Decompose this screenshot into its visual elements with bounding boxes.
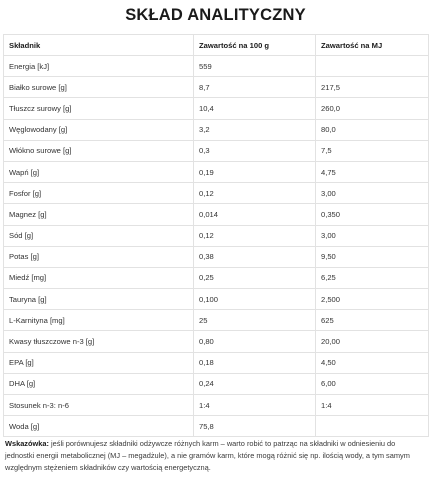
cell-per-mj: 260,0 xyxy=(316,98,429,119)
cell-per-mj: 2,500 xyxy=(316,289,429,310)
table-row xyxy=(4,119,429,140)
cell-per-100g: 1:4 xyxy=(194,395,316,416)
table-row xyxy=(4,183,429,204)
cell-per-mj: 0,350 xyxy=(316,204,429,225)
hint-text: jeśli porównujesz składniki odżywcze różnych karm – warto robić to patrząc na składniki w odniesieniu do jednostki energii metabolicznej (MJ – megadżule), a nie gramów karm, które mogą różnić się np. ilością wody, a tym samym względnym stężeniem składników czy wartością energetyczną. xyxy=(5,439,410,472)
cell-per-100g: 0,3 xyxy=(194,140,316,161)
cell-ingredient: Białko surowe [g] xyxy=(4,77,194,98)
table-row xyxy=(4,373,429,394)
table-header-row xyxy=(4,35,429,56)
cell-ingredient: Woda [g] xyxy=(4,416,194,437)
cell-ingredient: Fosfor [g] xyxy=(4,183,194,204)
table-row xyxy=(4,77,429,98)
cell-per-100g: 3,2 xyxy=(194,119,316,140)
hint-note xyxy=(5,438,425,474)
cell-per-100g: 10,4 xyxy=(194,98,316,119)
cell-per-100g: 8,7 xyxy=(194,77,316,98)
cell-per-100g: 559 xyxy=(194,56,316,77)
cell-per-100g: 0,100 xyxy=(194,289,316,310)
cell-per-100g: 0,12 xyxy=(194,225,316,246)
cell-per-mj: 3,00 xyxy=(316,183,429,204)
column-header-ingredient: Składnik xyxy=(4,35,194,56)
cell-ingredient: Kwasy tłuszczowe n-3 [g] xyxy=(4,331,194,352)
cell-ingredient: Wapń [g] xyxy=(4,161,194,182)
table-row xyxy=(4,98,429,119)
cell-ingredient: Miedź [mg] xyxy=(4,267,194,288)
cell-ingredient: Potas [g] xyxy=(4,246,194,267)
cell-ingredient: EPA [g] xyxy=(4,352,194,373)
cell-per-100g: 25 xyxy=(194,310,316,331)
cell-per-mj: 217,5 xyxy=(316,77,429,98)
cell-per-100g: 75,8 xyxy=(194,416,316,437)
column-header-per-100g: Zawartość na 100 g xyxy=(194,35,316,56)
table-row xyxy=(4,352,429,373)
cell-per-100g: 0,25 xyxy=(194,267,316,288)
table-row xyxy=(4,225,429,246)
column-header-per-mj: Zawartość na MJ xyxy=(316,35,429,56)
cell-per-mj: 625 xyxy=(316,310,429,331)
cell-ingredient: Stosunek n-3: n-6 xyxy=(4,395,194,416)
table-row xyxy=(4,161,429,182)
cell-per-100g: 0,80 xyxy=(194,331,316,352)
table-row xyxy=(4,246,429,267)
cell-per-mj: 1:4 xyxy=(316,395,429,416)
cell-per-mj: 6,00 xyxy=(316,373,429,394)
page-title: SKŁAD ANALITYCZNY xyxy=(125,6,306,24)
cell-per-mj: 6,25 xyxy=(316,267,429,288)
table-row xyxy=(4,331,429,352)
cell-per-mj xyxy=(316,56,429,77)
table-row xyxy=(4,267,429,288)
hint-label: Wskazówka: xyxy=(5,439,49,448)
table-row xyxy=(4,56,429,77)
cell-per-mj: 4,50 xyxy=(316,352,429,373)
cell-per-mj: 7,5 xyxy=(316,140,429,161)
cell-per-mj xyxy=(316,416,429,437)
cell-ingredient: L-Karnityna [mg] xyxy=(4,310,194,331)
cell-per-mj: 80,0 xyxy=(316,119,429,140)
cell-per-100g: 0,18 xyxy=(194,352,316,373)
cell-ingredient: Włókno surowe [g] xyxy=(4,140,194,161)
table-row xyxy=(4,416,429,437)
table-row xyxy=(4,289,429,310)
cell-per-100g: 0,014 xyxy=(194,204,316,225)
cell-ingredient: Sód [g] xyxy=(4,225,194,246)
cell-ingredient: Magnez [g] xyxy=(4,204,194,225)
cell-per-100g: 0,19 xyxy=(194,161,316,182)
table-row xyxy=(4,310,429,331)
cell-per-mj: 20,00 xyxy=(316,331,429,352)
cell-ingredient: Węglowodany [g] xyxy=(4,119,194,140)
cell-ingredient: Tauryna [g] xyxy=(4,289,194,310)
table-row xyxy=(4,140,429,161)
nutrition-table xyxy=(3,34,429,437)
cell-ingredient: Energia [kJ] xyxy=(4,56,194,77)
table-row xyxy=(4,395,429,416)
cell-ingredient: DHA [g] xyxy=(4,373,194,394)
cell-per-mj: 9,50 xyxy=(316,246,429,267)
cell-ingredient: Tłuszcz surowy [g] xyxy=(4,98,194,119)
table-row xyxy=(4,204,429,225)
cell-per-mj: 3,00 xyxy=(316,225,429,246)
cell-per-mj: 4,75 xyxy=(316,161,429,182)
cell-per-100g: 0,24 xyxy=(194,373,316,394)
cell-per-100g: 0,12 xyxy=(194,183,316,204)
cell-per-100g: 0,38 xyxy=(194,246,316,267)
